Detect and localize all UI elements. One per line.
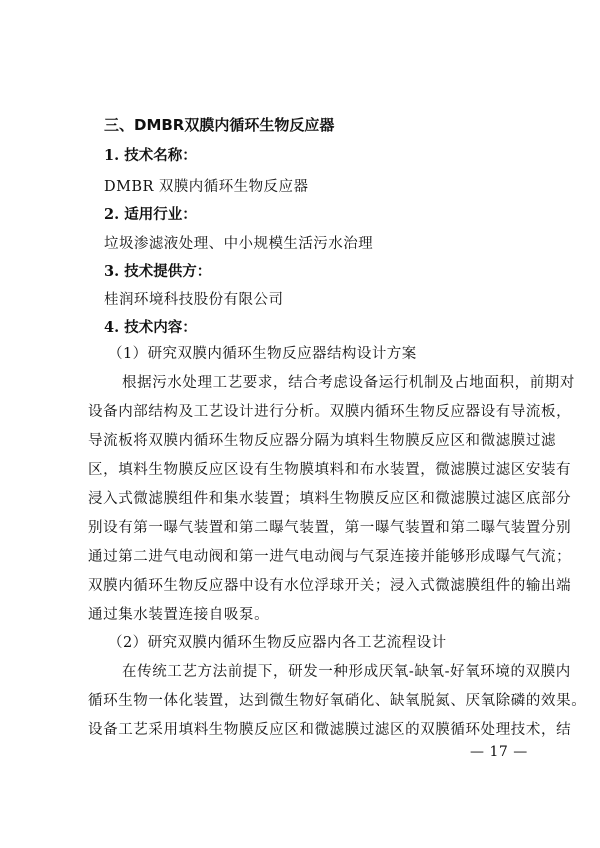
item-3-label: 技术提供方：: [124, 264, 212, 280]
item-4-label-line: [104, 318, 197, 338]
item-1-label: 技术名称：: [124, 148, 197, 164]
paragraph-line: 在传统工艺方法前提下，研发一种形成厌氧-缺氧-好氧环境的双膜内: [122, 664, 571, 680]
item-4-label: 技术内容：: [124, 320, 197, 336]
item-1-number: 1.: [104, 147, 120, 164]
paragraph-line: 别设有第一曝气装置和第二曝气装置，第一曝气装置和第二曝气装置分别: [88, 520, 572, 536]
item-1-value: DMBR 双膜内循环生物反应器: [104, 179, 309, 195]
subsection-1-title: （1）研究双膜内循环生物反应器结构设计方案: [108, 346, 417, 362]
item-4-number: 4.: [104, 319, 120, 336]
paragraph-line: 通过集水装置连接自吸泵。: [88, 607, 270, 623]
paragraph-line: 双膜内循环生物反应器中设有水位浮球开关；浸入式微滤膜组件的输出端: [88, 578, 572, 594]
section-heading: 三、DMBR双膜内循环生物反应器: [104, 116, 335, 134]
paragraph-line: 设备工艺采用填料生物膜反应区和微滤膜过滤区的双膜循环处理技术，结: [88, 722, 572, 738]
item-1-label-line: [104, 146, 197, 166]
item-3-label-line: [104, 262, 211, 282]
subsection-2-title: （2）研究双膜内循环生物反应器内各工艺流程设计: [108, 635, 447, 651]
paragraph-line: 设备内部结构及工艺设计进行分析。双膜内循环生物反应器设有导流板，: [88, 404, 572, 420]
item-2-label: 适用行业：: [124, 207, 197, 223]
paragraph-line: 导流板将双膜内循环生物反应器分隔为填料生物膜反应区和微滤膜过滤: [88, 433, 557, 449]
item-2-value: 垃圾渗滤液处理、中小规模生活污水治理: [104, 236, 374, 252]
paragraph-line: 浸入式微滤膜组件和集水装置；填料生物膜反应区和微滤膜过滤区底部分: [88, 491, 572, 507]
page-number: — 17 —: [470, 744, 528, 760]
item-2-label-line: [104, 205, 197, 225]
item-3-value: 桂润环境科技股份有限公司: [104, 292, 284, 308]
paragraph-line: 区，填料生物膜反应区设有生物膜填料和布水装置，微滤膜过滤区安装有: [88, 462, 572, 478]
item-3-number: 3.: [104, 263, 120, 280]
paragraph-line: 根据污水处理工艺要求，结合考虑设备运行机制及占地面积，前期对: [122, 375, 575, 391]
item-2-number: 2.: [104, 206, 120, 223]
paragraph-line: 通过第二进气电动阀和第一进气电动阀与气泵连接并能够形成曝气气流；: [88, 549, 572, 565]
paragraph-line: 循环生物一体化装置，达到微生物好氧硝化、缺氧脱氮、厌氧除磷的效果。: [88, 693, 587, 709]
